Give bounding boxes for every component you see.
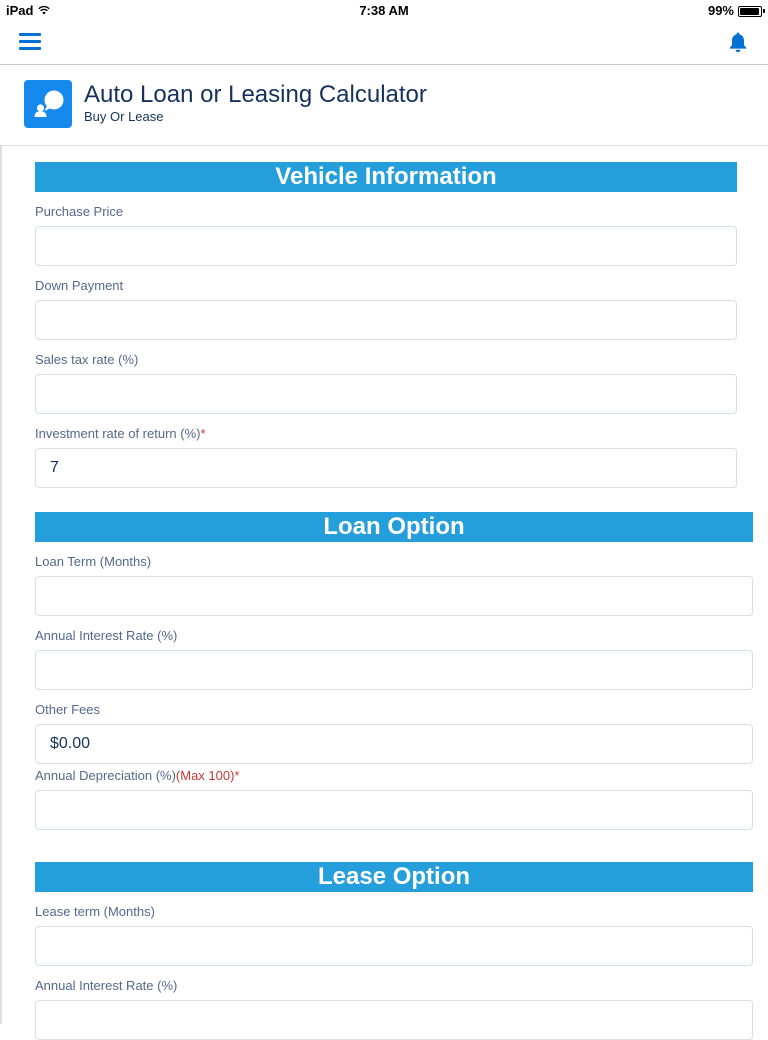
battery-percentage: 99% <box>707 3 734 18</box>
chat-bubble-user-icon <box>24 80 72 128</box>
loan-term-input[interactable] <box>35 576 753 616</box>
purchase-price-label: Purchase Price <box>35 204 124 219</box>
investment-rate-input[interactable] <box>35 448 737 488</box>
lease-interest-rate-label: Annual Interest Rate (%) <box>35 978 178 993</box>
depreciation-label <box>35 768 239 783</box>
investment-rate-label-text: Investment rate of return (%) <box>35 426 201 441</box>
other-fees-input[interactable] <box>35 724 753 764</box>
loan-interest-rate-input[interactable] <box>35 650 753 690</box>
loan-term-label: Loan Term (Months) <box>35 554 152 569</box>
sales-tax-label: Sales tax rate (%) <box>35 352 139 367</box>
other-fees-label: Other Fees <box>35 702 101 717</box>
loan-section-header: Loan Option <box>35 512 753 542</box>
lease-term-input[interactable] <box>35 926 753 966</box>
sales-tax-input[interactable] <box>35 374 737 414</box>
vehicle-section-header: Vehicle Information <box>35 162 737 192</box>
lease-section-header: Lease Option <box>35 862 753 892</box>
device-name: iPad <box>6 3 34 18</box>
bell-icon[interactable] <box>726 30 750 54</box>
loan-interest-rate-label: Annual Interest Rate (%) <box>35 628 178 643</box>
depreciation-label-text: Annual Depreciation (%) <box>35 768 176 783</box>
investment-rate-label <box>35 426 206 441</box>
page-header <box>0 65 768 146</box>
depreciation-max-note: (Max 100)* <box>175 768 240 783</box>
lease-term-label: Lease term (Months) <box>35 904 155 919</box>
page-subtitle: Buy Or Lease <box>84 109 164 124</box>
status-bar <box>0 0 768 22</box>
battery-icon <box>738 6 762 17</box>
nav-bar <box>0 22 768 65</box>
required-asterisk: * <box>200 426 206 441</box>
purchase-price-input[interactable] <box>35 226 737 266</box>
depreciation-input[interactable] <box>35 790 753 830</box>
status-time: 7:38 AM <box>359 3 409 18</box>
page-title: Auto Loan or Leasing Calculator <box>84 81 427 108</box>
down-payment-label: Down Payment <box>35 278 124 293</box>
down-payment-input[interactable] <box>35 300 737 340</box>
lease-interest-rate-input[interactable] <box>35 1000 753 1040</box>
calculator-form <box>0 146 768 1024</box>
hamburger-menu-icon[interactable] <box>19 32 41 52</box>
